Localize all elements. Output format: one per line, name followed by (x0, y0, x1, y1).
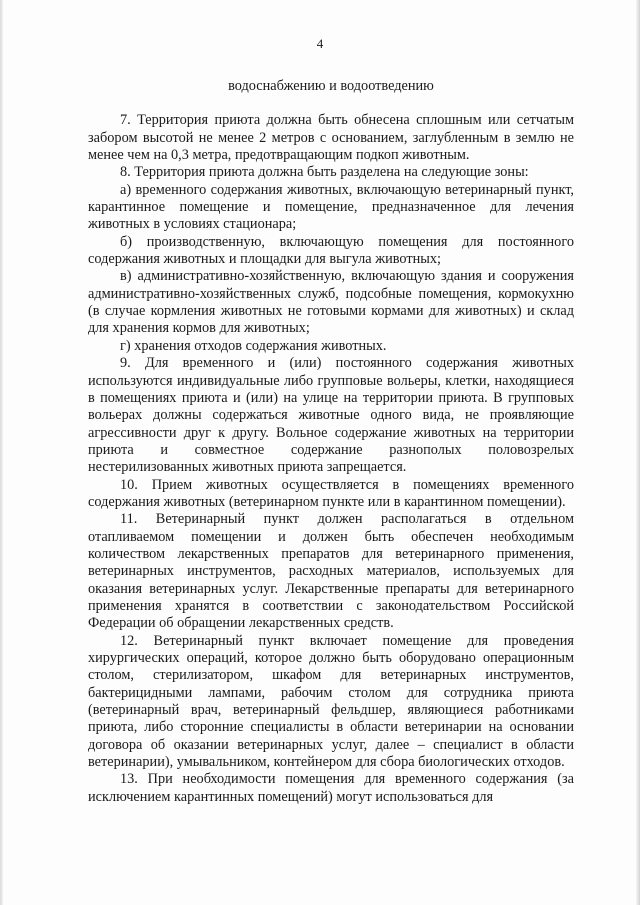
scan-edge-right (636, 0, 640, 905)
paragraph-10: 10. Прием животных осуществляется в помещениях временного содержания животных (ветеринарном пункте или в карантинном помещении). (88, 476, 574, 510)
paragraph-13: 13. При необходимости помещения для временного содержания (за исключением карантинных помещений) могут использоваться для (88, 771, 574, 805)
page-number: 4 (316, 36, 324, 51)
paragraph-8b: б) производственную, включающую помещения для постоянного содержания животных и площадки для выгула животных; (88, 233, 574, 268)
paragraph-8g: г) хранения отходов содержания животных. (120, 337, 387, 354)
paragraph-9: 9. Для временного и (или) постоянного содержания животных используются индивидуальные либо групповые вольеры, клетки, находящиеся в помещениях приюта и (или) на улице на территории приюта. В групповых вольерах должны содержаться животные одного вида, не проявляющие агрессивности друг к другу. Вольное содержание животных на территории приюта и совместное содержание разнополых половозрелых нестерилизованных животных приюта запрещается. (88, 355, 574, 476)
heading-fragment: водоснабжению и водоотведению (228, 78, 434, 94)
paragraph-8a: а) временного содержания животных, включающую ветеринарный пункт, карантинное помещение и помещение, предназначенное для лечения животных в условиях стационара; (88, 181, 574, 233)
paragraph-8: 8. Территория приюта должна быть разделена на следующие зоны: (120, 164, 529, 181)
paragraph-11: 11. Ветеринарный пункт должен располагаться в отдельном отапливаемом помещении и должен быть обеспечен необходимым количеством лекарственных препаратов для ветеринарного применения, ветеринарных инструментов, расходных материалов, используемых для оказания ветеринарных услуг. Лекарственные препараты для ветеринарного применения хранятся в соответствии с законодательством Российской Федерации об обращении лекарственных средств. (88, 511, 574, 632)
document-body (88, 68, 574, 806)
paragraph-7: 7. Территория приюта должна быть обнесена сплошным или сетчатым забором высотой не менее 2 метров с основанием, заглубленным в землю не менее чем на 0,3 метра, предотвращающим подкоп животным. (88, 112, 574, 164)
paragraph-8v: в) административно-хозяйственную, включающую здания и сооружения административно-хозяйственных служб, подсобные помещения, кормокухню (в случае кормления животных не готовыми кормами для животных) и склад для хранения кормов для животных; (88, 268, 574, 337)
paragraph-12: 12. Ветеринарный пункт включает помещение для проведения хирургических операций, которое должно быть оборудовано операционным столом, стерилизатором, шкафом для ветеринарных инструментов, бактерицидными лампами, рабочим столом для сотрудника приюта (ветеринарный врач, ветеринарный фельдшер, являющиеся работниками приюта, либо сторонние специалисты в области ветеринарии на основании договора об оказании ветеринарных услуг, далее – специалист в области ветеринарии), умывальником, контейнером для сбора биологических отходов. (88, 632, 574, 771)
scan-edge-left (0, 0, 3, 905)
